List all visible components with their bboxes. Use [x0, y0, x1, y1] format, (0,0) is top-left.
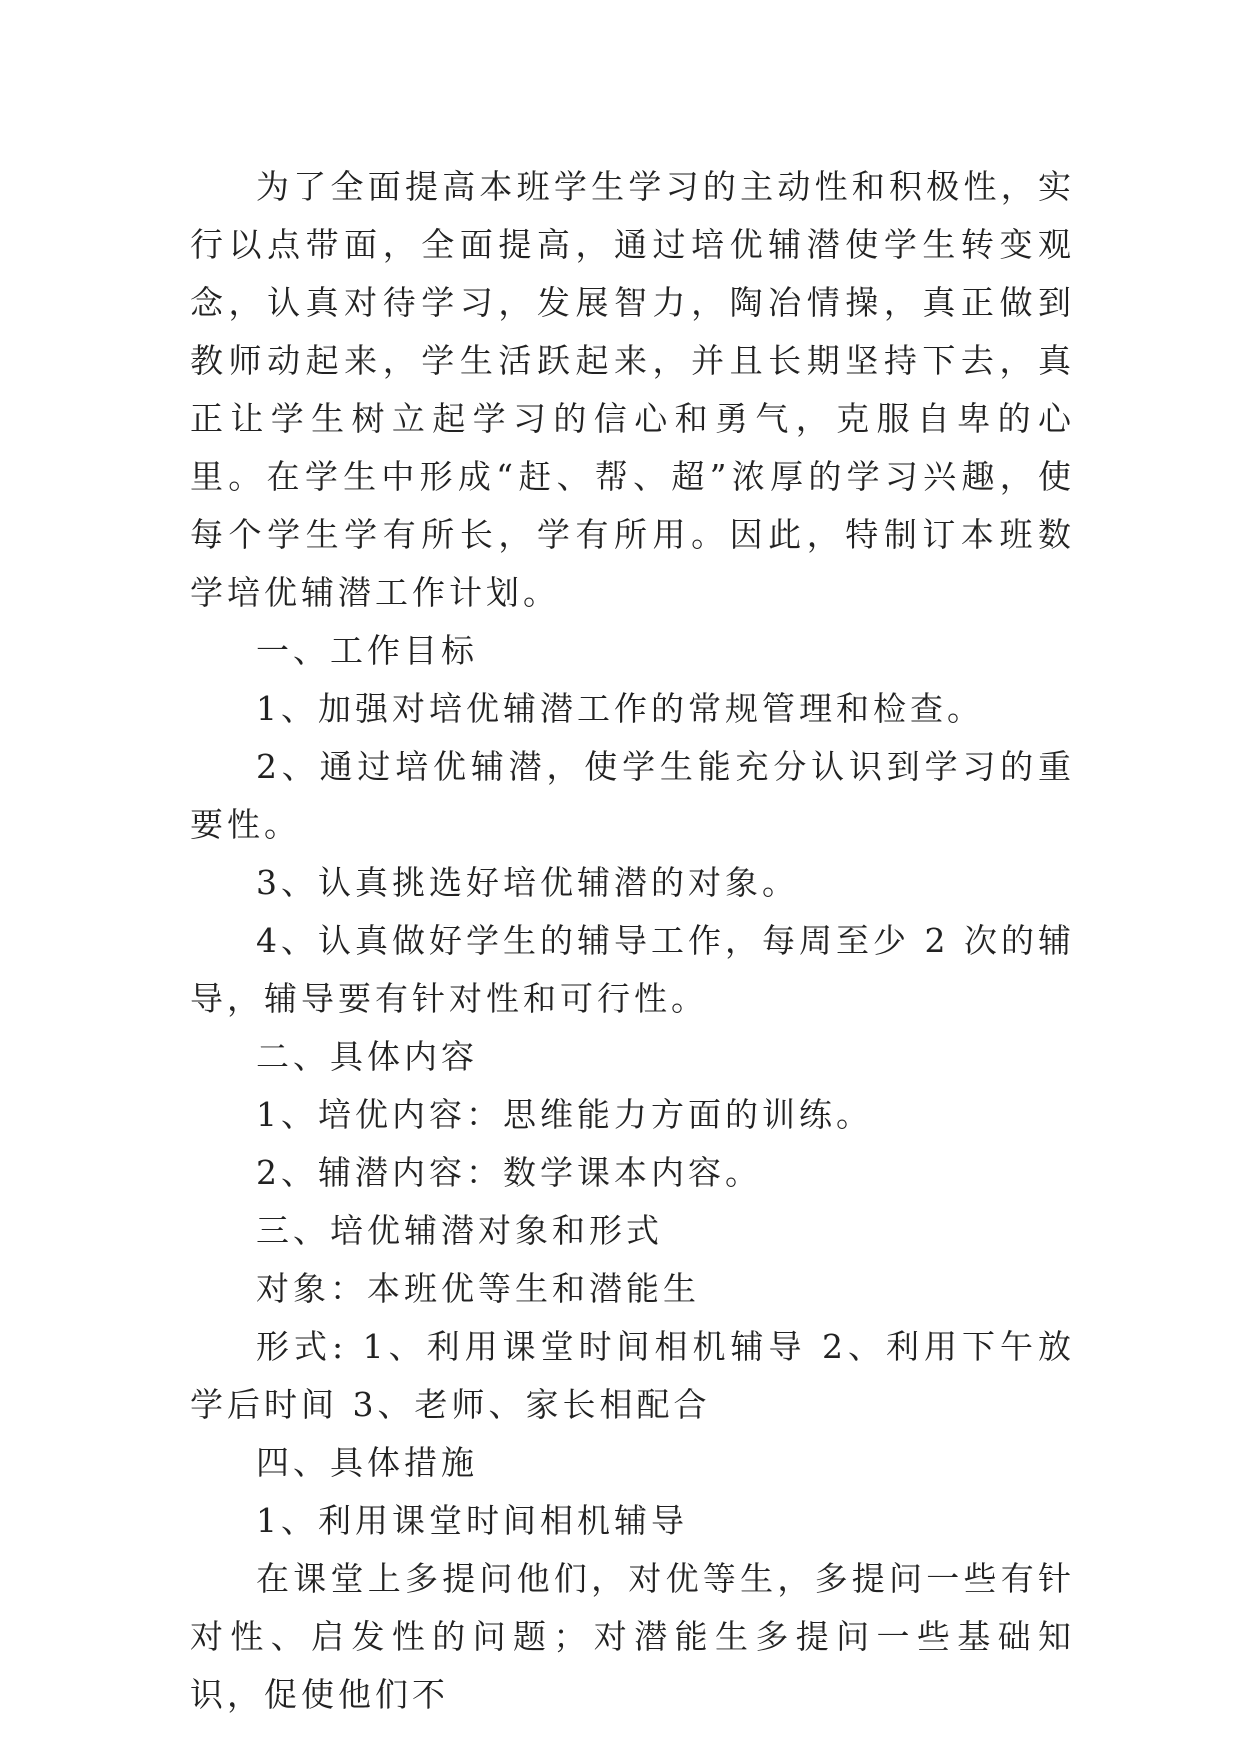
goal-item-1: 1、加强对培优辅潜工作的常规管理和检查。: [256, 689, 984, 728]
section-heading-targets: 三、培优辅潜对象和形式: [256, 1211, 663, 1250]
section-heading-goals: 一、工作目标: [256, 631, 478, 670]
content-item-2: 2、辅潜内容：数学课本内容。: [256, 1153, 762, 1192]
intro-paragraph: 为了全面提高本班学生学习的主动性和积极性，实行以点带面，全面提高，通过培优辅潜使学生转变观念，认真对待学习，发展智力，陶冶情操，真正做到教师动起来，学生活跃起来，并且长期坚持下去，真正让学生树立起学习的信心和勇气，克服自卑的心里。在学生中形成“赶、帮、超”浓厚的学习兴趣，使每个学生学有所长，学有所用。因此，特制订本班数学培优辅潜工作计划。: [190, 167, 1075, 612]
measure-item-1: 1、利用课堂时间相机辅导: [256, 1501, 688, 1540]
section-heading-measures: 四、具体措施: [256, 1443, 478, 1482]
targets-line: 对象：本班优等生和潜能生: [256, 1269, 700, 1308]
goal-item-4: 4、认真做好学生的辅导工作，每周至少 2 次的辅导，辅导要有针对性和可行性。: [190, 921, 1075, 1018]
goal-item-3: 3、认真挑选好培优辅潜的对象。: [256, 863, 799, 902]
forms-line: 形式: 1、利用课堂时间相机辅导 2、利用下午放学后时间 3、老师、家长相配合: [190, 1327, 1075, 1424]
section-heading-content: 二、具体内容: [256, 1037, 478, 1076]
document-body: [190, 158, 1075, 1724]
content-item-1: 1、培优内容：思维能力方面的训练。: [256, 1095, 873, 1134]
goal-item-2: 2、通过培优辅潜，使学生能充分认识到学习的重要性。: [190, 747, 1075, 844]
measure-paragraph: 在课堂上多提问他们，对优等生，多提问一些有针对性、启发性的问题；对潜能生多提问一些基础知识，促使他们不: [190, 1559, 1075, 1714]
